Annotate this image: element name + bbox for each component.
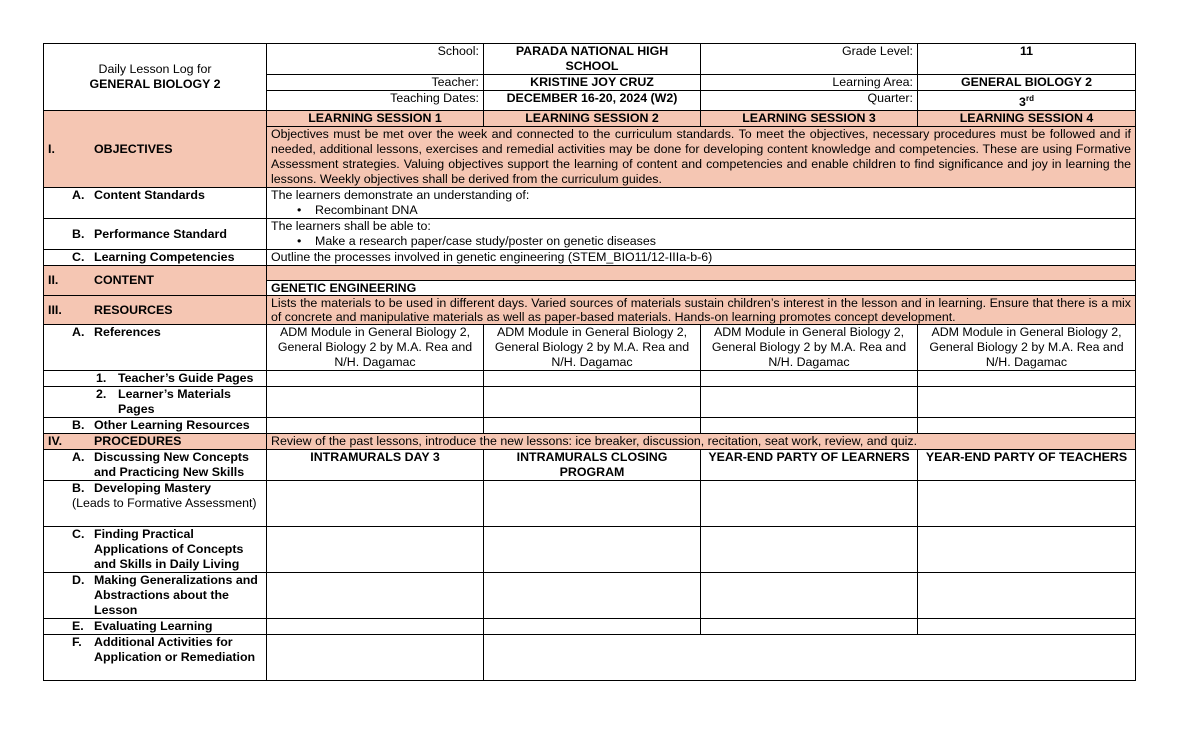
evaluating-cell-3	[701, 619, 918, 635]
evaluating-cell-1	[267, 619, 484, 635]
session-2-header: LEARNING SESSION 2	[484, 111, 701, 127]
evaluating-cell-4	[918, 619, 1136, 635]
practical-cell-3	[701, 527, 918, 573]
header-title-cell	[44, 44, 267, 111]
discussing-session-2: INTRAMURALS CLOSING PROGRAM	[484, 450, 701, 481]
content-blank-band	[267, 266, 1136, 281]
practical-cell-4	[918, 527, 1136, 573]
daily-lesson-log-table	[43, 43, 1136, 681]
reference-session-1: ADM Module in General Biology 2, General Biology 2 by M.A. Rea and N/H. Dagamac	[267, 325, 484, 371]
dates-value: DECEMBER 16-20, 2024 (W2)	[484, 91, 701, 111]
evaluating-label: E. Evaluating Learning	[44, 619, 267, 635]
title-line2: GENERAL BIOLOGY 2	[89, 77, 221, 92]
discussing-session-1: INTRAMURALS DAY 3	[267, 450, 484, 481]
other-resources-cell-3	[701, 418, 918, 434]
reference-session-3: ADM Module in General Biology 2, General Biology 2 by M.A. Rea and N/H. Dagamac	[701, 325, 918, 371]
teacher-value: KRISTINE JOY CRUZ	[484, 75, 701, 91]
content-standards-label: A. Content Standards	[44, 188, 267, 219]
grade-label: Grade Level:	[701, 44, 918, 75]
tg-pages-cell-3	[701, 371, 918, 387]
evaluating-cell-2	[484, 619, 701, 635]
discussing-label: A. Discussing New Concepts and Practicing New Skills	[44, 450, 267, 481]
discussing-session-4: YEAR-END PARTY OF TEACHERS	[918, 450, 1136, 481]
session-1-header: LEARNING SESSION 1	[267, 111, 484, 127]
lm-pages-cell-1	[267, 387, 484, 418]
lm-pages-label: 2. Learner’s Materials Pages	[44, 387, 267, 418]
tg-pages-cell-1	[267, 371, 484, 387]
mastery-cell-3	[701, 481, 918, 527]
additional-cell-1	[267, 635, 484, 681]
tg-pages-cell-4	[918, 371, 1136, 387]
area-label: Learning Area:	[701, 75, 918, 91]
procedures-text: Review of the past lessons, introduce the new lessons: ice breaker, discussion, recitation, seat work, review, and quiz.	[267, 434, 1136, 450]
content-heading: II. CONTENT	[44, 266, 267, 296]
dates-label: Teaching Dates:	[267, 91, 484, 111]
tg-pages-label: 1. Teacher’s Guide Pages	[44, 371, 267, 387]
tg-pages-cell-2	[484, 371, 701, 387]
references-label: A. References	[44, 325, 267, 371]
school-label: School:	[267, 44, 484, 75]
generalizations-cell-3	[701, 573, 918, 619]
area-value: GENERAL BIOLOGY 2	[918, 75, 1136, 91]
title-line1: Daily Lesson Log for	[98, 62, 212, 77]
generalizations-cell-2	[484, 573, 701, 619]
objectives-text: Objectives must be met over the week and connected to the curriculum standards. To meet the objectives, necessary procedures must be followed and if needed, additional lessons, exercises and remedial activities may be done for developing content knowledge and competencies. These are using Formative Assessment strategies. Valuing objectives support the learning of content and competencies and enable children to find significance and joy in learning the lessons. Weekly objectives shall be derived from the curriculum guides.	[267, 127, 1136, 188]
other-resources-cell-2	[484, 418, 701, 434]
additional-label: F. Additional Activities for Application or Remediation	[44, 635, 267, 681]
mastery-cell-2	[484, 481, 701, 527]
performance-standard-label: B. Performance Standard	[44, 219, 267, 250]
generalizations-label: D. Making Generalizations and Abstractions about the Lesson	[44, 573, 267, 619]
additional-cell-merged	[484, 635, 1136, 681]
reference-session-4: ADM Module in General Biology 2, General Biology 2 by M.A. Rea and N/H. Dagamac	[918, 325, 1136, 371]
lm-pages-cell-3	[701, 387, 918, 418]
other-resources-label: B. Other Learning Resources	[44, 418, 267, 434]
content-text: GENETIC ENGINEERING	[267, 281, 1136, 296]
lm-pages-cell-4	[918, 387, 1136, 418]
generalizations-cell-1	[267, 573, 484, 619]
content-standards-text: The learners demonstrate an understanding of: • Recombinant DNA	[267, 188, 1136, 219]
performance-standard-text: The learners shall be able to: • Make a research paper/case study/poster on genetic diseases	[267, 219, 1136, 250]
objectives-heading: I. OBJECTIVES	[44, 111, 267, 188]
quarter-label: Quarter:	[701, 91, 918, 111]
other-resources-cell-4	[918, 418, 1136, 434]
practical-cell-2	[484, 527, 701, 573]
school-value: PARADA NATIONAL HIGH SCHOOL	[484, 44, 701, 75]
lm-pages-cell-2	[484, 387, 701, 418]
competencies-label: C. Learning Competencies	[44, 250, 267, 266]
mastery-label: B. Developing Mastery (Leads to Formative Assessment)	[44, 481, 267, 527]
practical-cell-1	[267, 527, 484, 573]
teacher-label: Teacher:	[267, 75, 484, 91]
other-resources-cell-1	[267, 418, 484, 434]
mastery-cell-4	[918, 481, 1136, 527]
grade-value: 11	[918, 44, 1136, 75]
generalizations-cell-4	[918, 573, 1136, 619]
resources-text: Lists the materials to be used in different days. Varied sources of materials sustain children’s interest in the lesson and in learning. Ensure that there is a mix of concrete and manipulative materials as well as paper-based materials. Hands-on learning promotes concept development.	[267, 296, 1136, 325]
mastery-cell-1	[267, 481, 484, 527]
reference-session-2: ADM Module in General Biology 2, General Biology 2 by M.A. Rea and N/H. Dagamac	[484, 325, 701, 371]
practical-label: C. Finding Practical Applications of Concepts and Skills in Daily Living	[44, 527, 267, 573]
quarter-value: 3rd	[918, 91, 1136, 111]
session-3-header: LEARNING SESSION 3	[701, 111, 918, 127]
procedures-heading: IV. PROCEDURES	[44, 434, 267, 450]
resources-heading: III. RESOURCES	[44, 296, 267, 325]
discussing-session-3: YEAR-END PARTY OF LEARNERS	[701, 450, 918, 481]
competencies-text: Outline the processes involved in genetic engineering (STEM_BIO11/12-IIIa-b-6)	[267, 250, 1136, 266]
session-4-header: LEARNING SESSION 4	[918, 111, 1136, 127]
